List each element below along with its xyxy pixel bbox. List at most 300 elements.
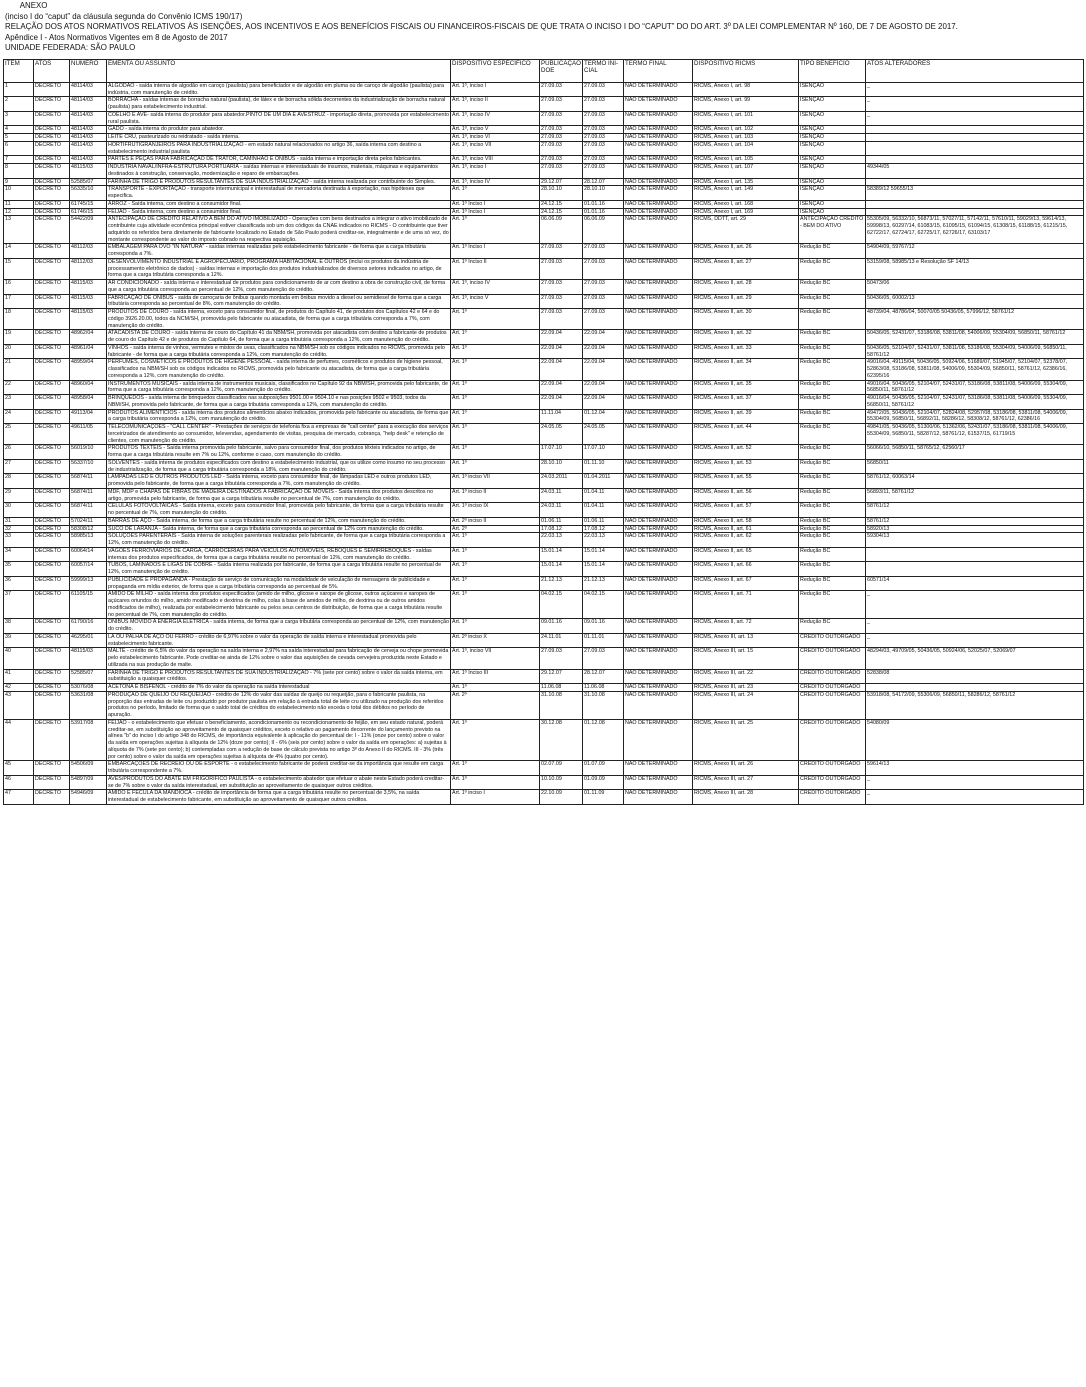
table-row: [4, 395, 1084, 410]
cell-ricms: RICMS, Anexo II, art. 57: [693, 503, 799, 518]
cell-item: 13: [4, 216, 34, 244]
table-row: [4, 380, 1084, 395]
cell-ricms: RICMS, Anexo III, art. 25: [693, 719, 799, 761]
cell-ementa: PRODUTOS TEXTEIS - Saída interna promovida pelo fabricante, salvo para consumidor final, dos produtos têxteis indicados no artigo, de forma que a carga tributária resulte em 7% ou 12%, conforme o caso, com manutenção do crédito.: [107, 445, 451, 460]
table-header-row: [4, 59, 1084, 82]
cell-tipo: Redução BC: [799, 517, 866, 525]
cell-alteradores: [866, 156, 1084, 164]
cell-termo-final: NÃO DETERMINADO: [624, 684, 693, 692]
cell-publicacao: 22.09.04: [540, 395, 583, 410]
cell-publicacao: 27.09.03: [540, 258, 583, 279]
cell-ementa: FABRICAÇÃO DE ÔNIBUS - saída de carroçaria de ônibus quando montada em ônibus movido a diesel ou semidiesel de forma que a carga tributária corresponda ao percentual de 8%, com manutenção do crédito.: [107, 294, 451, 309]
cell-ementa: TELECOMUNICAÇÕES - "CALL CENTER" - Prestações de serviços de telefonia fixa a empresas de "call center" para a execução dos serviços terceirizados de atendimento ao consumidor, televendas, agendamento de visitas, pesquisa de mercado, cobrança, "help desk" e retenção de clientes, com manutenção do crédito.: [107, 424, 451, 445]
cell-numero: 48114/03: [70, 141, 107, 156]
cell-numero: 48114/03: [70, 111, 107, 126]
col-ricms-header: DISPOSITIVO RICMS: [693, 59, 799, 82]
cell-tipo: Redução BC: [799, 244, 866, 259]
cell-tipo: Redução BC: [799, 591, 866, 619]
cell-publicacao: 24.03.2011: [540, 474, 583, 489]
cell-ricms: RICMS, Anexo I, art. 149: [693, 186, 799, 201]
cell-termo-final: NÃO DETERMINADO: [624, 294, 693, 309]
cell-ricms: RICMS, Anexo I, art. 107: [693, 164, 799, 179]
cell-numero: 48962/04: [70, 330, 107, 345]
cell-dispositivo: Art. 1º, inciso VII: [451, 141, 540, 156]
annex-reference: (inciso I do “caput” da cláusula segunda do Convênio ICMS 190/17): [5, 10, 243, 21]
cell-alteradores: 56893/11, 58761/12: [866, 488, 1084, 503]
cell-numero: 52585/07: [70, 669, 107, 684]
cell-dispositivo: Art. 1º inciso I: [451, 790, 540, 805]
cell-atos: DECRETO: [34, 186, 70, 201]
cell-atos: DECRETO: [34, 648, 70, 669]
cell-publicacao: 27.09.03: [540, 97, 583, 112]
cell-alteradores: 49016/04, 50436/05, 52104/07, 52431/07, 53186/08, 53811/08, 54006/09, 55304/09, 56850/11, 58761/12: [866, 395, 1084, 410]
cell-tipo: Redução BC: [799, 576, 866, 591]
cell-item: 40: [4, 648, 34, 669]
cell-publicacao: 27.09.03: [540, 164, 583, 179]
cell-numero: 56874/11: [70, 488, 107, 503]
cell-ementa: VINHOS - saída interna de vinhos, vermutes e mistos de uvas, classificados na NBM/SH sob os códigos indicados no RICMS, promovida pelo fabricante - de forma que a carga tributária corresponda a 12%, com manutenção do crédito.: [107, 344, 451, 359]
cell-publicacao: 22.09.04: [540, 330, 583, 345]
cell-atos: DECRETO: [34, 619, 70, 634]
table-row: [4, 258, 1084, 279]
cell-atos: DECRETO: [34, 141, 70, 156]
cell-dispositivo: Art. 1º, inciso II: [451, 97, 540, 112]
cell-atos: DECRETO: [34, 395, 70, 410]
cell-atos: DECRETO: [34, 719, 70, 761]
annex-subject: RELAÇÃO DOS ATOS NORMATIVOS RELATIVOS ÀS ISENÇÕES, AOS INCENTIVOS E AOS BENEFÍCIOS FISCAIS OU FINANCEIROS-FISCAIS DE QUE TRATA O INCISO I DO “CAPUT” DO DO ART. 3º DA LEI COMPLEMENTAR Nº 160, DE 7 DE AGOSTO DE 2017.: [5, 21, 958, 32]
cell-ementa: BRINQUEDOS - saída interna de brinquedos classificados nas subposições 9501.00 e 9504.10 e nas posições 9502 e 9503, todos da NBM/SH, promovida pelo fabricante, de forma que a carga tributária corresponda a 12%, com manutenção do crédito.: [107, 395, 451, 410]
cell-termo-inicial: 01.11.09: [583, 790, 624, 805]
cell-dispositivo: Art. 2º: [451, 691, 540, 719]
cell-dispositivo: Art. 1º: [451, 330, 540, 345]
cell-publicacao: 27.09.03: [540, 244, 583, 259]
cell-numero: 60057/14: [70, 562, 107, 577]
cell-item: 10: [4, 186, 34, 201]
cell-termo-inicial: 01.09.09: [583, 775, 624, 790]
cell-dispositivo: Art. 1º: [451, 576, 540, 591]
cell-ementa: PRODUTOS ALIMENTÍCIOS - saída interna dos produtos alimentícios abaixo indicados, promovida pelo fabricante ou atacadista, de forma que a carga tributária corresponda a 12%, com manutenção do crédito.: [107, 409, 451, 424]
cell-termo-inicial: 27.09.03: [583, 134, 624, 142]
cell-termo-final: NÃO DETERMINADO: [624, 258, 693, 279]
cell-atos: DECRETO: [34, 547, 70, 562]
table-row: [4, 216, 1084, 244]
cell-numero: 48115/03: [70, 294, 107, 309]
table-row: [4, 97, 1084, 112]
cell-alteradores: 60571/14: [866, 576, 1084, 591]
cell-tipo: Redução BC: [799, 409, 866, 424]
cell-ementa: AMIDO E FÉCULA DA MANDIOCA - crédito de importância de forma que a carga tributária resulte no percentual de 3,5%, na saída interestadual de estabelecimento fabricante, em substituição ao aproveitamento de quaisquer outros créditos.: [107, 790, 451, 805]
cell-ementa: COELHO E AVE- saída interna do produtor para abatedor.PINTO DE UM DIA E AVESTRUZ - importação direta, promovida por estabelecimento rural paulista.: [108, 111, 449, 125]
cell-ricms: RICMS, Anexo III, art. 15: [693, 648, 799, 669]
cell-alteradores: [866, 208, 1084, 216]
cell-alteradores: 59304/13: [866, 533, 1084, 548]
cell-ementa: ATACADISTA DE COURO - saída interna de couro do Capítulo 41 da NBM/SH, promovida por atacadista com destino a fabricante de produtos de couro do Capítulo 42 e de produtos do Capítulo 64, de forma que a carga tributária corresponda a 12%, com manutenção do crédito.: [107, 330, 451, 345]
table-row: [4, 164, 1084, 179]
cell-ricms: RICMS, Anexo II, art. 39: [693, 409, 799, 424]
cell-dispositivo: Art. 1º Inciso III: [451, 669, 540, 684]
cell-publicacao: 22.09.04: [540, 380, 583, 395]
table-row: [4, 134, 1084, 142]
cell-alteradores: 54904/09, 59767/12: [866, 244, 1084, 259]
cell-tipo: CRÉDITO OUTORGADO: [799, 691, 866, 719]
cell-numero: 48114/03: [70, 156, 107, 164]
cell-ricms: RICMS, Anexo II, art. 71: [693, 591, 799, 619]
table-row: [4, 562, 1084, 577]
cell-ricms: RICMS, Anexo II, art. 56: [693, 488, 799, 503]
cell-publicacao: 09.01.16: [540, 619, 583, 634]
cell-tipo: Redução BC: [799, 525, 866, 533]
cell-numero: 61790/16: [70, 619, 107, 634]
cell-atos: DECRETO: [34, 380, 70, 395]
cell-tipo: Redução BC: [799, 330, 866, 345]
cell-atos: DECRETO: [34, 474, 70, 489]
cell-atos: DECRETO: [34, 424, 70, 445]
cell-alteradores: _: [866, 111, 1084, 126]
table-row: [4, 445, 1084, 460]
cell-publicacao: 22.10.09: [540, 790, 583, 805]
cell-dispositivo: Art. 1º: [451, 380, 540, 395]
cell-numero: 60064/14: [70, 547, 107, 562]
table-row: [4, 775, 1084, 790]
cell-termo-final: NÃO DETERMINADO: [624, 488, 693, 503]
cell-numero: 56019/10: [70, 445, 107, 460]
cell-alteradores: _: [866, 619, 1084, 634]
cell-publicacao: 27.09.03: [540, 280, 583, 295]
cell-atos: DECRETO: [34, 344, 70, 359]
cell-termo-final: NÃO DETERMINADO: [624, 126, 693, 134]
cell-item: 28: [4, 474, 34, 489]
table-row: [4, 208, 1084, 216]
cell-termo-inicial: 27.09.03: [583, 244, 624, 259]
cell-termo-final: NÃO DETERMINADO: [624, 633, 693, 648]
cell-termo-inicial: 27.09.03: [583, 141, 624, 156]
cell-tipo: Redução BC: [799, 380, 866, 395]
cell-termo-final: NÃO DETERMINADO: [624, 669, 693, 684]
cell-termo-final: NÃO DETERMINADO: [624, 576, 693, 591]
cell-dispositivo: Art. 2º: [451, 525, 540, 533]
cell-dispositivo: Art. 1º, inciso I: [451, 164, 540, 179]
cell-termo-final: NÃO DETERMINADO: [624, 474, 693, 489]
cell-termo-inicial: 27.09.03: [583, 82, 624, 97]
cell-alteradores: 56850/11: [866, 459, 1084, 474]
cell-ricms: RICMS, Anexo II, art. 52: [693, 445, 799, 460]
cell-numero: 57024/11: [70, 517, 107, 525]
cell-tipo: ISENÇÃO: [799, 134, 866, 142]
cell-atos: DECRETO: [34, 111, 70, 126]
cell-atos: DECRETO: [34, 775, 70, 790]
cell-alteradores: 54080/09: [866, 719, 1084, 761]
cell-item: 29: [4, 488, 34, 503]
cell-alteradores: 58761/12: [866, 503, 1084, 518]
cell-dispositivo: Art. 1º inciso IX: [451, 503, 540, 518]
cell-publicacao: 21.12.13: [540, 576, 583, 591]
cell-publicacao: 27.09.03: [540, 134, 583, 142]
cell-publicacao: 27.09.03: [540, 82, 583, 97]
table-row: [4, 344, 1084, 359]
cell-alteradores: _: [866, 97, 1084, 112]
table-row: [4, 474, 1084, 489]
cell-item: 37: [4, 591, 34, 619]
cell-numero: 48114/03: [70, 82, 107, 97]
cell-atos: DECRETO: [34, 591, 70, 619]
cell-item: 16: [4, 280, 34, 295]
cell-tipo: CRÉDITO OUTORGADO: [799, 684, 866, 692]
cell-tipo: Redução BC: [799, 294, 866, 309]
cell-ementa: BORRACHA - saídas internas de borracha natural (paulista), de látex e de borracha sólida decorrentes da industrialização de borracha natural (paulista) para estabelecimento industrial.: [107, 97, 451, 112]
cell-atos: DECRETO: [34, 517, 70, 525]
cell-dispositivo: Art. 2º inciso X: [451, 633, 540, 648]
table-row: [4, 178, 1084, 186]
cell-termo-inicial: 22.09.04: [583, 395, 624, 410]
cell-tipo: Redução BC: [799, 309, 866, 330]
table-row: [4, 244, 1084, 259]
col-alteradores-header: ATOS ALTERADORES: [866, 59, 1084, 82]
col-dispositivo-header: DISPOSITIVO ESPECÍFICO: [451, 59, 540, 82]
cell-termo-inicial: 01.01.16: [583, 208, 624, 216]
cell-termo-final: NÃO DETERMINADO: [624, 691, 693, 719]
cell-item: 8: [4, 164, 34, 179]
cell-ricms: RICMS, Anexo II, art. 29: [693, 294, 799, 309]
cell-ricms: RICMS, Anexo II, art. 44: [693, 424, 799, 445]
cell-ricms: RICMS, Anexo II, art. 61: [693, 525, 799, 533]
cell-alteradores: 49472/05, 50436/05, 52104/07, 52824/08, 52957/08, 53186/08, 53811/08, 54006/09, 55304/09, 56850/11, 56892/11, 58286/12, 58308/12, 58761/12, 62386/16: [866, 409, 1084, 424]
cell-ementa: ÔNIBUS MOVIDO A ENERGIA ELÉTRICA - saída interna, de forma que a carga tributária corresponda ao percentual de 12%, com manutenção do crédito.: [108, 619, 449, 633]
cell-publicacao: 24.12.15: [540, 208, 583, 216]
cell-dispositivo: Art. 1º: [451, 309, 540, 330]
cell-item: 32: [4, 525, 34, 533]
cell-numero: 59999/13: [70, 576, 107, 591]
cell-item: 42: [4, 684, 34, 692]
cell-termo-inicial: 11.06.08: [583, 684, 624, 692]
cell-ricms: RICMS, Anexo III, art. 26: [693, 761, 799, 776]
cell-ricms: RICMS, Anexo I, art. 98: [693, 82, 799, 97]
cell-ementa: LÃ OU PALHA DE AÇO OU FERRO - crédito de 6,97% sobre o valor da operação de saída interna e interestadual promovida pelo estabelecimento fabricante.: [107, 633, 451, 648]
cell-publicacao: 29.12.07: [540, 669, 583, 684]
table-row: [4, 619, 1084, 634]
cell-alteradores: [866, 134, 1084, 142]
cell-ricms: RICMS, Anexo II, art. 65: [693, 547, 799, 562]
cell-ricms: RICMS, Anexo III, art. 24: [693, 691, 799, 719]
cell-item: 33: [4, 533, 34, 548]
cell-dispositivo: Art. 1º: [451, 344, 540, 359]
cell-ementa: LEITE CRU, pasteurizado ou reidratado - saída interna.: [107, 134, 451, 142]
cell-ementa: ALGODÃO - saída interna de algodão em caroço (paulista) para beneficiador e de algodão em pluma ou de caroço de algodão (paulista) para indústria, com manutenção de crédito.: [107, 82, 451, 97]
cell-ementa: ANTECIPAÇÃO DE CRÉDITO RELATIVO A BEM DO ATIVO IMOBILIZADO - Operações com bens destinados a integrar o ativo imobilizado de contribuinte cuja atividade econômica principal estiver classificada sob um dos códigos da CNAE indicados no RICMS - O contribuinte que tiver adquirido os referidos bens diretamente de fabricante localizado no Estado de São Paulo poderá creditar-se, integralmente e de uma só vez, do montante correspondente ao valor do imposto cobrado na respectiva aquisição.: [108, 216, 449, 243]
cell-publicacao: 15.01.14: [540, 562, 583, 577]
cell-ricms: RICMS, Anexo III, art. 28: [693, 790, 799, 805]
cell-numero: 48112/03: [70, 258, 107, 279]
cell-tipo: Redução BC: [799, 459, 866, 474]
cell-tipo: Redução BC: [799, 562, 866, 577]
cell-termo-inicial: 27.09.03: [583, 258, 624, 279]
cell-alteradores: [866, 684, 1084, 692]
cell-item: 38: [4, 619, 34, 634]
cell-termo-inicial: 22.09.04: [583, 344, 624, 359]
cell-termo-final: NÃO DETERMINADO: [624, 409, 693, 424]
cell-ricms: RICMS, Anexo II, art. 37: [693, 395, 799, 410]
cell-tipo: Redução BC: [799, 395, 866, 410]
cell-publicacao: 30.12.08: [540, 719, 583, 761]
cell-alteradores: 49841/05, 50436/05, 51300/06, 51362/06, 52431/07, 53186/08, 53811/08, 54006/09, 55304/09, 56850/11, 58287/12, 58761/12, 61537/15, 61719/15: [866, 424, 1084, 445]
cell-ementa: GADO - saída interna do produtor para abatedor.: [107, 126, 451, 134]
table-row: [4, 280, 1084, 295]
norms-table: [3, 59, 1084, 805]
cell-ementa: PERFUMES, COSMÉTICOS E PRODUTOS DE HIGIENE PESSOAL - saída interna de perfumes, cosméticos e produtos de higiene pessoal, classificados na NBM/SH sob os códigos indicados no RICMS, promovida pelo fabricante ou atacadista, de forma que a carga tributária corresponda a 12%, com manutenção do crédito.: [107, 359, 451, 380]
cell-termo-inicial: 27.09.03: [583, 309, 624, 330]
cell-atos: DECRETO: [34, 684, 70, 692]
cell-termo-final: NÃO DETERMINADO: [624, 82, 693, 97]
cell-termo-final: NÃO DETERMINADO: [624, 424, 693, 445]
cell-termo-inicial: 01.04.11: [583, 503, 624, 518]
cell-tipo: Redução BC: [799, 445, 866, 460]
cell-ricms: RICMS, Anexo II, art. 35: [693, 380, 799, 395]
cell-ementa: SUCO DE LARANJA - Saída interna, de forma que a carga tributária corresponda ao percentual de 12% com manutenção do crédito.: [107, 525, 451, 533]
cell-publicacao: 24.12.15: [540, 200, 583, 208]
cell-atos: DECRETO: [34, 216, 70, 244]
cell-publicacao: 22.09.04: [540, 344, 583, 359]
cell-termo-final: NÃO DETERMINADO: [624, 186, 693, 201]
cell-atos: DECRETO: [34, 208, 70, 216]
cell-item: 20: [4, 344, 34, 359]
cell-alteradores: _: [866, 633, 1084, 648]
cell-numero: 53076/08: [70, 684, 107, 692]
cell-ricms: RICMS, Anexo III, art. 23: [693, 684, 799, 692]
cell-termo-final: NÃO DETERMINADO: [624, 200, 693, 208]
cell-item: 44: [4, 719, 34, 761]
cell-atos: DECRETO: [34, 445, 70, 460]
cell-ementa: FEIJÃO - o estabelecimento que efetuar o beneficiamento, acondicionamento ou recondicionamento de feijão, em seu estado natural, poderá creditar-se, em substituição ao aproveitamento de quaisquer créditos, exceto o relativo ao pagamento decorrente do lançamento previsto na alínea "b" do inciso I do artigo 348 do RICMS, de importância equivalente à aplicação do percentual de: I - 11% (onze por cento) sobre o valor da saída em operações sujeitas à alíquota de 12% (doze por cento); II - 6% (seis por cento) sobre o valor da saída em operações: a) sujeitas à alíquota de 7% (sete por cento); b) contempladas com a redução de base de cálculo prevista no artigo 3º do Anexo II do RICMS. III - 3% (três por cento) sobre o valor da saída em operações sujeitas à alíquota de 4% (quatro por cento).: [107, 719, 451, 761]
cell-dispositivo: Art. 1º, inciso IV: [451, 280, 540, 295]
cell-ricms: RICMS, Anexo I, art. 105: [693, 156, 799, 164]
cell-dispositivo: Art. 1º: [451, 619, 540, 634]
cell-termo-inicial: 31.10.08: [583, 691, 624, 719]
cell-item: 47: [4, 790, 34, 805]
cell-publicacao: 24.11.01: [540, 633, 583, 648]
cell-termo-final: NÃO DETERMINADO: [624, 790, 693, 805]
table-row: [4, 719, 1084, 761]
cell-numero: 48115/03: [70, 309, 107, 330]
cell-ricms: RICMS, Anexo I, art. 101: [693, 111, 799, 126]
cell-ricms: RICMS, Anexo I, art. 103: [693, 134, 799, 142]
cell-alteradores: [866, 547, 1084, 562]
table-row: [4, 200, 1084, 208]
cell-publicacao: 27.09.03: [540, 126, 583, 134]
federal-unit: UNIDADE FEDERADA: SÃO PAULO: [5, 42, 136, 53]
cell-atos: DECRETO: [34, 533, 70, 548]
cell-numero: 48115/03: [70, 280, 107, 295]
cell-publicacao: 11.11.04: [540, 409, 583, 424]
cell-termo-inicial: 27.09.03: [583, 280, 624, 295]
cell-termo-final: NÃO DETERMINADO: [624, 459, 693, 474]
cell-tipo: ISENÇÃO: [799, 200, 866, 208]
cell-item: 30: [4, 503, 34, 518]
cell-tipo: ISENÇÃO: [799, 156, 866, 164]
cell-item: 21: [4, 359, 34, 380]
cell-dispositivo: Art. 1º, inciso IV: [451, 111, 540, 126]
cell-item: 1: [4, 82, 34, 97]
cell-alteradores: 50436/05, 52104/07, 52431/07, 53811/08, 53186/08, 55304/09, 54006/09, 56850/11, 58761/12: [866, 344, 1084, 359]
cell-termo-final: NÃO DETERMINADO: [624, 445, 693, 460]
cell-dispositivo: Art. 1º: [451, 359, 540, 380]
cell-alteradores: 58761/12, 60063/14: [866, 474, 1084, 489]
cell-publicacao: 01.06.11: [540, 517, 583, 525]
cell-dispositivo: Art. 1º, inciso I: [451, 82, 540, 97]
cell-alteradores: _: [866, 775, 1084, 790]
cell-atos: DECRETO: [34, 294, 70, 309]
cell-publicacao: 29.12.07: [540, 178, 583, 186]
col-termo-final-header: TERMO FINAL: [624, 59, 693, 82]
cell-ricms: RICMS, Anexo I, art. 135: [693, 178, 799, 186]
cell-atos: DECRETO: [34, 126, 70, 134]
cell-dispositivo: Art. 1º: [451, 562, 540, 577]
cell-ricms: RICMS, Anexo III, art. 13: [693, 633, 799, 648]
cell-dispositivo: Art. 1º: [451, 424, 540, 445]
cell-numero: 52585/07: [70, 178, 107, 186]
cell-ricms: RICMS, Anexo II, art. 67: [693, 576, 799, 591]
cell-alteradores: 49016/04, 49115/04, 50436/05, 50924/06, 51689/07, 51945/07, 52104/07, 52378/07, 52863/08, 53186/08, 53811/08, 54006/09, 55304/09, 56850/11, 58761/12, 62386/16, 62395/16: [866, 359, 1084, 380]
cell-ementa: AR CONDICIONADO - saída interna e interestadual de produtos para condicionamento de ar com destino a obra de construção civil, de forma que a carga tributária corresponda ao percentual de 12%, com manutenção do crédito.: [107, 280, 451, 295]
cell-publicacao: 24.03.11: [540, 503, 583, 518]
cell-publicacao: 24.05.05: [540, 424, 583, 445]
cell-numero: 54897/09: [70, 775, 107, 790]
cell-item: 19: [4, 330, 34, 345]
cell-publicacao: 17.07.10: [540, 445, 583, 460]
annex-title: ANEXO: [19, 0, 48, 10]
cell-atos: DECRETO: [34, 178, 70, 186]
cell-termo-final: NÃO DETERMINADO: [624, 517, 693, 525]
cell-termo-final: NÃO DETERMINADO: [624, 216, 693, 244]
cell-ementa: TUBOS, LAMINADOS E LIGAS DE COBRE - Saída interna realizada por fabricante, de forma que a carga tributária resulte no percentual de 12%, com manutenção de crédito.: [107, 562, 451, 577]
cell-termo-inicial: 15.01.14: [583, 547, 624, 562]
cell-numero: 58985/13: [70, 533, 107, 548]
cell-atos: DECRETO: [34, 164, 70, 179]
cell-ricms: RICMS, Anexo II, art. 27: [693, 258, 799, 279]
cell-atos: DECRETO: [34, 790, 70, 805]
cell-termo-final: NÃO DETERMINADO: [624, 309, 693, 330]
cell-termo-inicial: 27.09.03: [583, 648, 624, 669]
cell-termo-final: NÃO DETERMINADO: [624, 648, 693, 669]
cell-ricms: RICMS, Anexo I, art. 169: [693, 208, 799, 216]
cell-atos: DECRETO: [34, 156, 70, 164]
cell-tipo: Redução BC: [799, 258, 866, 279]
table-row: [4, 525, 1084, 533]
cell-atos: DECRETO: [34, 82, 70, 97]
table-row: [4, 82, 1084, 97]
cell-numero: 58308/12: [70, 525, 107, 533]
cell-termo-final: NÃO DETERMINADO: [624, 761, 693, 776]
cell-numero: 53631/08: [70, 691, 107, 719]
cell-dispositivo: Art. 1º: [451, 761, 540, 776]
cell-ricms: RICMS, Anexo II, art. 62: [693, 533, 799, 548]
cell-numero: 48114/03: [70, 134, 107, 142]
cell-termo-final: NÃO DETERMINADO: [624, 533, 693, 548]
cell-item: 25: [4, 424, 34, 445]
cell-ementa: AVES/PRODUTOS DO ABATE EM FRIGORÍFICO PAULISTA - o estabelecimento abatedor que efetuar o abate neste Estado poderá creditar-se de 7% sobre o valor da saída interestadual, em substituição ao aproveitamento de quaisquer outros créditos.: [107, 775, 451, 790]
col-item-header: ITEM: [4, 59, 34, 82]
cell-item: 5: [4, 134, 34, 142]
cell-alteradores: 58389/12 59655/13: [866, 186, 1084, 201]
cell-numero: 54422/09: [70, 216, 107, 244]
cell-item: 12: [4, 208, 34, 216]
cell-alteradores: 58761/12: [866, 517, 1084, 525]
cell-item: 43: [4, 691, 34, 719]
cell-ricms: RICMS, Anexo II, art. 58: [693, 517, 799, 525]
table-row: [4, 517, 1084, 525]
cell-item: 31: [4, 517, 34, 525]
cell-ricms: RICMS, Anexo III, art. 27: [693, 775, 799, 790]
cell-ementa: HORTIFRUTIGRANJEIROS PARA INDUSTRIALIZAÇÃO - em estado natural relacionados no artigo 36, saída interna com destino a estabelecimento industrial paulista: [107, 141, 451, 156]
cell-item: 7: [4, 156, 34, 164]
